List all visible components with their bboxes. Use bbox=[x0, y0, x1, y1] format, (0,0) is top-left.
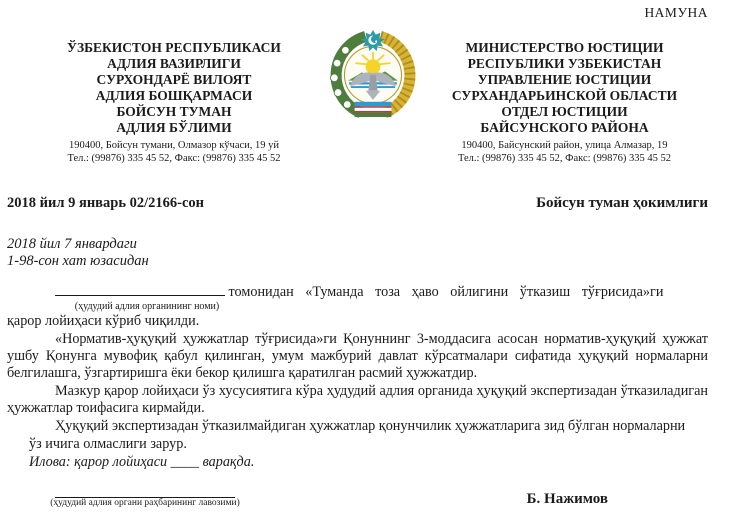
org-line: ОТДЕЛ ЮСТИЦИИ bbox=[501, 104, 628, 119]
org-phone: Тел.: (99876) 335 45 52, Факс: (99876) 335 45 52 bbox=[67, 153, 281, 164]
signature-blank-block bbox=[50, 485, 240, 509]
signature-row bbox=[7, 485, 708, 509]
org-line: БАЙСУНСКОГО РАЙОНА bbox=[480, 120, 649, 135]
body-line-2: қарор лойиҳаси кўриб чиқилди. bbox=[7, 313, 200, 329]
signature-blank-line bbox=[55, 485, 235, 498]
letter-body bbox=[7, 284, 708, 471]
letterhead bbox=[7, 28, 708, 165]
org-line: УПРАВЛЕНИЕ ЮСТИЦИИ bbox=[477, 72, 652, 87]
regarding-line: 2018 йил 7 январдаги bbox=[7, 236, 137, 252]
org-line: РЕСПУБЛИКИ УЗБЕКИСТАН bbox=[467, 56, 662, 71]
body-line-1 bbox=[7, 284, 708, 301]
reference-row bbox=[7, 195, 708, 212]
sample-label: НАМУНА bbox=[644, 5, 708, 20]
outgoing-number: 2018 йил 9 январь 02/2166-сон bbox=[7, 195, 205, 211]
paragraph-3: Мазкур қарор лойиҳаси ўз хусусиятига кўра ҳудудий адлия органида ҳуқуқий экспертизадан ўтказиладиган ҳужжатлар тоифасига кирмайди. bbox=[7, 383, 708, 416]
org-line: АДЛИЯ ВАЗИРЛИГИ bbox=[107, 56, 241, 71]
org-block-russian bbox=[421, 28, 708, 165]
signature-caption: (ҳудудий адлия органи раҳбарининг лавозими) bbox=[50, 498, 240, 508]
org-line: СУРХОНДАРЁ ВИЛОЯТ bbox=[96, 72, 252, 87]
org-address: 190400, Байсунский район, улица Алмазар, 19 bbox=[461, 140, 668, 151]
org-line: МИНИСТЕРСТВО ЮСТИЦИИ bbox=[465, 40, 664, 55]
state-emblem-icon bbox=[325, 28, 421, 122]
paragraph-4-line-1: Ҳуқуқий экспертизадан ўтказилмайдиган ҳужжатлар қонунчилик ҳужжатларига зид бўлган нормаларни bbox=[55, 418, 686, 434]
org-address: 190400, Бойсун тумани, Олмазор кўчаси, 19 уй bbox=[68, 140, 280, 151]
paragraph-2: «Норматив-ҳуқуқий ҳужжатлар тўғрисида»ги Қонуннинг 3-моддасига асосан норматив-ҳуқуқий ҳужжат ушбу Қонунга мувофиқ қабул қилинган, умум мажбурий давлат кўрсатмалари сифатида ҳуқуқий нормаларни белгилашга, ўзгартиришга ёки бекор қилишга қаратилган расмий ҳужжатдир. bbox=[7, 331, 708, 381]
signatory-name: Б. Нажимов bbox=[526, 491, 608, 507]
org-line: АДЛИЯ БОШҚАРМАСИ bbox=[95, 88, 253, 103]
fill-in-blank-line bbox=[55, 284, 225, 296]
attachment-note: Илова: қарор лойиҳаси ____ варақда. bbox=[29, 454, 255, 470]
org-line: ЎЗБЕКИСТОН РЕСПУБЛИКАСИ bbox=[67, 40, 281, 55]
body-line-1-text: томонидан «Туманда тоза ҳаво ойлигини ўтказиш тўғрисида»ги bbox=[228, 284, 664, 300]
regarding-line: 1-98-сон хат юзасидан bbox=[7, 253, 149, 269]
blank-caption: (ҳудудий адлия органининг номи) bbox=[74, 301, 220, 312]
paragraph-4-line-2: ўз ичига олмаслиги зарур. bbox=[29, 436, 187, 452]
org-line: БОЙСУН ТУМАН bbox=[116, 104, 232, 119]
org-block-uzbek bbox=[23, 28, 325, 165]
org-line: АДЛИЯ БЎЛИМИ bbox=[116, 120, 232, 135]
addressee: Бойсун туман ҳокимлиги bbox=[536, 195, 708, 211]
org-phone: Тел.: (99876) 335 45 52, Факс: (99876) 335 45 52 bbox=[457, 153, 672, 164]
org-line: СУРХАНДАРЬИНСКОЙ ОБЛАСТИ bbox=[451, 88, 678, 103]
regarding-note bbox=[7, 236, 708, 270]
